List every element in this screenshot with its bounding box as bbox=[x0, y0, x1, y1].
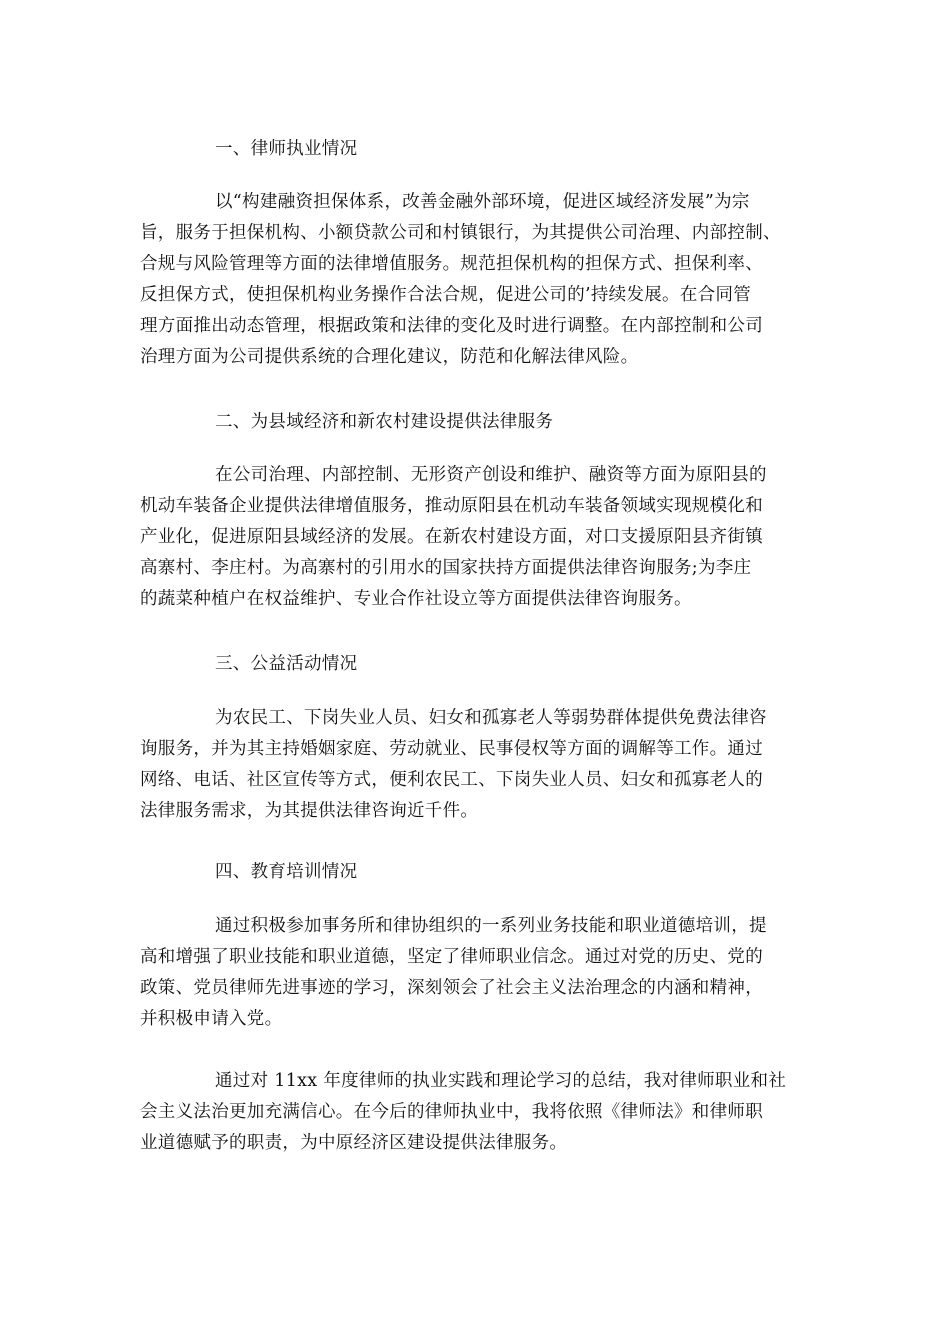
section-2-paragraph-1 bbox=[140, 460, 812, 615]
paragraph-line: 在公司治理、内部控制、无形资产创设和维护、融资等方面为原阳县的 bbox=[215, 465, 767, 485]
paragraph-line: 并积极申请入党。 bbox=[140, 1009, 283, 1029]
section-1-paragraph-1 bbox=[140, 187, 812, 373]
paragraph-line: 理方面推出动态管理，根据政策和法律的变化及时进行调整。在内部控制和公司 bbox=[140, 316, 763, 336]
paragraph-line: 机动车装备企业提供法律增值服务，推动原阳县在机动车装备领域实现规模化和 bbox=[140, 496, 763, 516]
paragraph-line: 业道德赋予的职责，为中原经济区建设提供法律服务。 bbox=[140, 1133, 568, 1153]
paragraph-line: 高和增强了职业技能和职业道德，坚定了律师职业信念。通过对党的历史、党的 bbox=[140, 947, 763, 967]
paragraph-line: 会主义法治更加充满信心。在今后的律师执业中，我将依照《律师法》和律师职 bbox=[140, 1102, 763, 1122]
section-heading-1: 一、律师执业情况 bbox=[215, 139, 358, 159]
paragraph-line: 以“构建融资担保体系，改善金融外部环境，促进区域经济发展”为宗 bbox=[215, 192, 750, 212]
paragraph-line: 产业化，促进原阳县域经济的发展。在新农村建设方面，对口支援原阳县齐街镇 bbox=[140, 527, 763, 547]
paragraph-line: 通过对 11xx 年度律师的执业实践和理论学习的总结，我对律师职业和社 bbox=[215, 1071, 787, 1091]
paragraph-line: 为农民工、下岗失业人员、妇女和孤寡老人等弱势群体提供免费法律咨 bbox=[215, 708, 767, 728]
paragraph-line: 通过积极参加事务所和律协组织的一系列业务技能和职业道德培训，提 bbox=[215, 916, 767, 936]
section-3-paragraph-1 bbox=[140, 703, 812, 827]
paragraph-line: 合规与风险管理等方面的法律增值服务。规范担保机构的担保方式、担保利率、 bbox=[140, 254, 763, 274]
section-heading-3: 三、公益活动情况 bbox=[215, 654, 358, 674]
paragraph-line: 的蔬菜种植户在权益维护、专业合作社设立等方面提供法律咨询服务。 bbox=[140, 589, 692, 609]
section-heading-4: 四、教育培训情况 bbox=[215, 862, 358, 882]
paragraph-line: 反担保方式，使担保机构业务操作合法合规，促进公司的’持续发展。在合同管 bbox=[140, 285, 752, 305]
paragraph-line: 政策、党员律师先进事迹的学习，深刻领会了社会主义法治理念的内涵和精神， bbox=[140, 978, 763, 998]
section-4-paragraph-1 bbox=[140, 911, 812, 1035]
paragraph-line: 旨，服务于担保机构、小额贷款公司和村镇银行，为其提供公司治理、内部控制、 bbox=[140, 223, 781, 243]
paragraph-line: 法律服务需求，为其提供法律咨询近千件。 bbox=[140, 801, 479, 821]
paragraph-line: 治理方面为公司提供系统的合理化建议，防范和化解法律风险。 bbox=[140, 347, 639, 367]
paragraph-line: 网络、电话、社区宣传等方式，便利农民工、下岗失业人员、妇女和孤寡老人的 bbox=[140, 770, 763, 790]
section-4-paragraph-2 bbox=[140, 1066, 812, 1159]
paragraph-line: 询服务，并为其主持婚姻家庭、劳动就业、民事侵权等方面的调解等工作。通过 bbox=[140, 739, 763, 759]
paragraph-line: 高寨村、李庄村。为高寨村的引用水的国家扶持方面提供法律咨询服务;为李庄 bbox=[140, 558, 752, 578]
section-heading-2: 二、为县域经济和新农村建设提供法律服务 bbox=[215, 412, 554, 432]
